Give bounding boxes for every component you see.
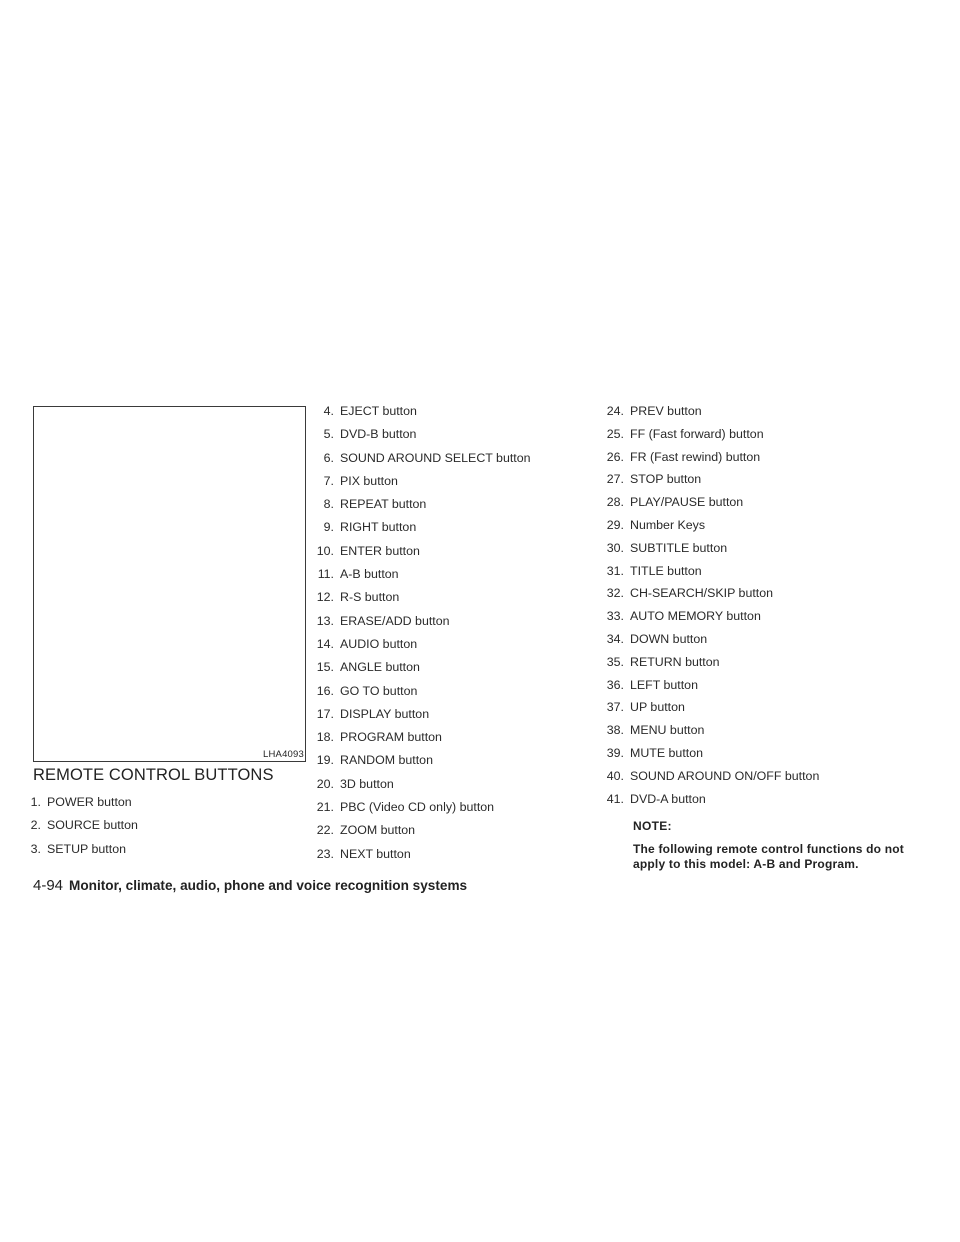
item-label: NEXT button xyxy=(340,846,411,861)
item-label: DVD-A button xyxy=(630,791,706,806)
button-list-column-1 xyxy=(15,791,138,861)
list-item xyxy=(308,749,531,772)
list-item xyxy=(598,605,819,628)
list-item xyxy=(598,742,819,765)
item-number: 38. xyxy=(606,723,624,738)
list-item xyxy=(598,560,819,583)
item-label: RETURN button xyxy=(630,654,720,669)
list-item xyxy=(308,633,531,656)
item-number: 3. xyxy=(30,841,41,856)
item-number: 7. xyxy=(323,473,334,488)
item-label: SOUND AROUND ON/OFF button xyxy=(630,768,820,783)
list-item xyxy=(308,656,531,679)
list-item xyxy=(598,628,819,651)
item-number: 4. xyxy=(323,404,334,418)
item-label: AUDIO button xyxy=(340,636,418,651)
item-number: 18. xyxy=(316,730,334,745)
item-label: ZOOM button xyxy=(340,823,416,838)
item-number: 23. xyxy=(316,846,334,861)
item-number: 17. xyxy=(316,706,334,721)
list-item xyxy=(308,703,531,726)
list-item xyxy=(598,491,819,514)
item-number: 28. xyxy=(606,495,624,510)
section-heading: REMOTE CONTROL BUTTONS xyxy=(33,766,274,784)
item-label: ERASE/ADD button xyxy=(340,613,450,628)
item-number: 2. xyxy=(30,818,41,833)
item-number: 1. xyxy=(30,795,41,809)
list-item xyxy=(308,773,531,796)
list-item xyxy=(308,563,531,586)
item-number: 14. xyxy=(316,636,334,651)
item-label: SETUP button xyxy=(47,841,126,856)
item-number: 21. xyxy=(316,800,334,815)
item-number: 25. xyxy=(606,426,624,441)
item-number: 5. xyxy=(323,427,334,442)
item-label: CH-SEARCH/SKIP button xyxy=(630,586,774,601)
item-number: 15. xyxy=(316,660,334,675)
button-list-column-2 xyxy=(308,400,531,866)
chapter-title: Monitor, climate, audio, phone and voice recognition systems xyxy=(69,878,468,893)
list-item xyxy=(308,470,531,493)
item-number: 37. xyxy=(606,700,624,715)
list-item xyxy=(598,446,819,469)
item-label: PREV button xyxy=(630,404,702,418)
note-text: The following remote control functions do not apply to this model: A-B and Program. xyxy=(633,842,904,871)
list-item xyxy=(308,610,531,633)
item-number: 31. xyxy=(606,563,624,578)
item-number: 16. xyxy=(316,683,334,698)
list-item xyxy=(598,696,819,719)
item-label: UP button xyxy=(630,700,685,715)
list-item xyxy=(15,814,138,837)
note-heading: NOTE: xyxy=(633,819,672,833)
item-number: 30. xyxy=(606,540,624,555)
item-label: MUTE button xyxy=(630,745,703,760)
list-item xyxy=(15,791,138,814)
item-label: DOWN button xyxy=(630,631,708,646)
item-number: 40. xyxy=(606,768,624,783)
list-item xyxy=(308,726,531,749)
item-number: 34. xyxy=(606,631,624,646)
list-item xyxy=(308,819,531,842)
item-label: ENTER button xyxy=(340,543,420,558)
item-label: SUBTITLE button xyxy=(630,540,728,555)
list-item xyxy=(598,400,819,423)
item-label: LEFT button xyxy=(630,677,698,692)
item-label: DISPLAY button xyxy=(340,706,430,721)
item-label: Number Keys xyxy=(630,517,706,532)
item-number: 13. xyxy=(316,613,334,628)
item-number: 12. xyxy=(316,590,334,605)
list-item xyxy=(598,423,819,446)
list-item xyxy=(308,680,531,703)
item-label: SOUND AROUND SELECT button xyxy=(340,450,531,465)
item-number: 8. xyxy=(323,497,334,512)
item-number: 11. xyxy=(317,567,334,582)
page-footer xyxy=(33,877,467,894)
item-label: FR (Fast rewind) button xyxy=(630,449,761,464)
item-label: FF (Fast forward) button xyxy=(630,426,764,441)
figure-placeholder xyxy=(33,406,306,762)
item-label: R-S button xyxy=(340,590,400,605)
item-number: 33. xyxy=(606,609,624,624)
item-label: REPEAT button xyxy=(340,497,427,512)
list-item xyxy=(308,400,531,423)
list-item xyxy=(598,537,819,560)
item-number: 9. xyxy=(323,520,334,535)
item-number: 32. xyxy=(606,586,624,601)
item-number: 27. xyxy=(606,472,624,487)
item-label: GO TO button xyxy=(340,683,418,698)
item-number: 36. xyxy=(606,677,624,692)
list-item xyxy=(308,586,531,609)
item-number: 22. xyxy=(316,823,334,838)
item-label: RIGHT button xyxy=(340,520,417,535)
list-item xyxy=(598,468,819,491)
list-item xyxy=(308,796,531,819)
item-label: ANGLE button xyxy=(340,660,420,675)
item-label: PBC (Video CD only) button xyxy=(340,800,495,815)
item-number: 19. xyxy=(316,753,334,768)
list-item xyxy=(598,674,819,697)
item-number: 41. xyxy=(606,791,624,806)
page-number: 4-94 xyxy=(33,877,64,894)
item-number: 6. xyxy=(323,450,334,465)
list-item xyxy=(308,516,531,539)
item-number: 39. xyxy=(606,745,624,760)
list-item xyxy=(598,582,819,605)
item-label: AUTO MEMORY button xyxy=(630,609,761,624)
item-label: 3D button xyxy=(340,776,394,791)
item-label: SOURCE button xyxy=(47,818,138,833)
item-number: 29. xyxy=(606,517,624,532)
item-label: A-B button xyxy=(340,567,399,582)
item-number: 35. xyxy=(606,654,624,669)
item-label: POWER button xyxy=(47,795,132,809)
list-item xyxy=(15,838,138,861)
item-label: EJECT button xyxy=(340,404,417,418)
list-item xyxy=(598,719,819,742)
item-number: 20. xyxy=(316,776,334,791)
list-item xyxy=(308,540,531,563)
item-number: 26. xyxy=(606,449,624,464)
item-label: DVD-B button xyxy=(340,427,417,442)
item-label: PROGRAM button xyxy=(340,730,442,745)
item-label: RANDOM button xyxy=(340,753,433,768)
list-item xyxy=(308,493,531,516)
list-item xyxy=(308,447,531,470)
list-item xyxy=(598,788,819,811)
item-number: 10. xyxy=(316,543,334,558)
button-list-column-3 xyxy=(598,400,819,810)
item-label: STOP button xyxy=(630,472,702,487)
list-item xyxy=(308,843,531,866)
item-number: 24. xyxy=(606,404,624,418)
item-label: TITLE button xyxy=(630,563,702,578)
list-item xyxy=(598,651,819,674)
item-label: PIX button xyxy=(340,473,398,488)
item-label: MENU button xyxy=(630,723,705,738)
item-label: PLAY/PAUSE button xyxy=(630,495,744,510)
list-item xyxy=(308,423,531,446)
figure-code: LHA4093 xyxy=(262,749,304,760)
list-item xyxy=(598,514,819,537)
list-item xyxy=(598,765,819,788)
